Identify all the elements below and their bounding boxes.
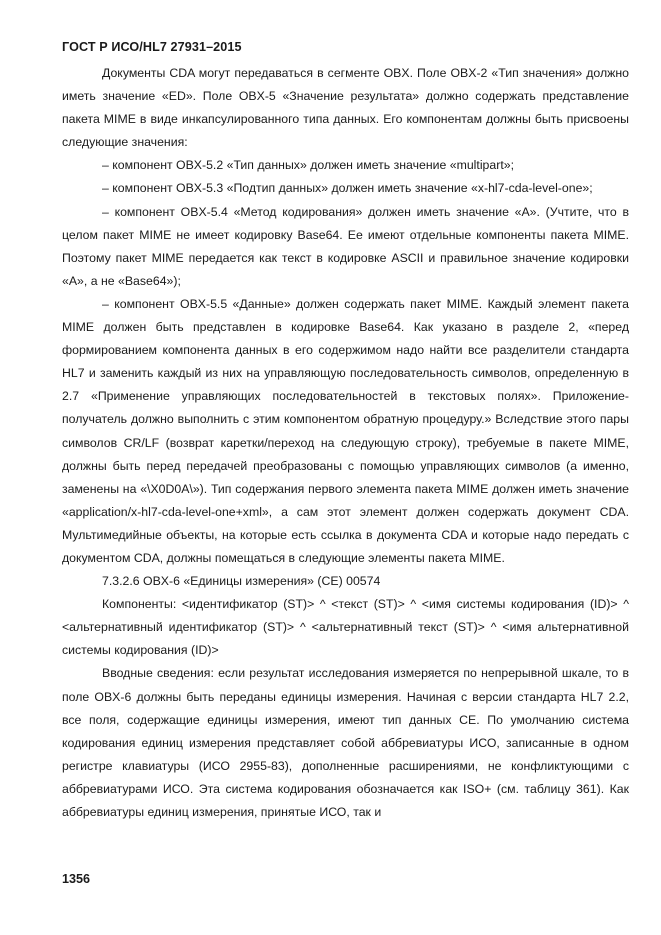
list-item-obx-5-4: – компонент OBX-5.4 «Метод кодирования» должен иметь значение «A». (Учтите, что в целом пакет MIME не имеет кодировку Base64. Ее имеют отдельные компоненты пакета MIME. Поэтому пакет MIME передается как текст в кодировке ASCII и правильное значение кодировки «A», а не «Base64»); [62, 204, 629, 288]
list-item-obx-5-3: – компонент OBX-5.3 «Подтип данных» должен иметь значение «x-hl7-cda-level-one»; [102, 181, 593, 196]
list-item-obx-5-5: – компонент OBX-5.5 «Данные» должен содержать пакет MIME. Каждый элемент пакета MIME должен быть представлен в кодировке Base64. Как указано в разделе 2, «перед формированием компонента данных в его содержимом надо найти все разделители стандарта HL7 и заменить каждый из них на управляющую последовательность символов, определенную в 2.7 «Применение управляющих последовательностей в текстовых полях». Приложение-получатель должно выполнить с этим компонентом обратную процедуру.» Вследствие этого пары символов CR/LF (возврат каретки/переход на следующую строку), требуемые в пакете MIME, должны быть перед передачей преобразованы с помощью управляющих символов (а именно, заменены на «\X0D0A\»). Тип содержания первого элемента пакета MIME должен иметь значение «application/x-hl7-cda-level-one+xml», а сам этот элемент должен содержать документ CDA. Мультимедийные объекты, на которые есть ссылка в документа CDA и которые надо передать с документом CDA, должны помещаться в следующие элементы пакета MIME. [62, 296, 629, 565]
page-header-standard: ГОСТ Р ИСО/HL7 27931–2015 [62, 40, 242, 54]
paragraph-intro: Документы CDA могут передаваться в сегменте OBX. Поле OBX-2 «Тип значения» должно иметь значение «ED». Поле OBX-5 «Значение результата» должно содержать представление пакета MIME в виде инкапсулированного типа данных. Его компонентам должны быть присвоены следующие значения: [62, 66, 629, 150]
list-item-obx-5-2: – компонент OBX-5.2 «Тип данных» должен иметь значение «multipart»; [102, 158, 515, 173]
paragraph-intro-info: Вводные сведения: если результат исследования измеряется по непрерывной шкале, то в поле OBX-6 должны быть переданы единицы измерения. Начиная с версии стандарта HL7 2.2, все поля, содержащие единицы измерения, имеют тип данных CE. По умолчанию система кодирования единиц измерения представляет собой аббревиатуры ИСО, записанные в одном регистре клавиатуры (ИСО 2955-83), дополненные расширениями, не конфликтующими с аббревиатурами ИСО. Эта система кодирования обозначается как ISO+ (см. таблицу 361). Как аббревиатуры единиц измерения, принятые ИСО, так и [62, 666, 629, 819]
paragraph-components: Компоненты: <идентификатор (ST)> ^ <текст (ST)> ^ <имя системы кодирования (ID)> ^ <альтернативный идентификатор (ST)> ^ <альтернативный текст (ST)> ^ <имя альтернативной системы кодирования (ID)> [62, 597, 629, 658]
document-body [62, 62, 629, 824]
section-heading-7-3-2-6: 7.3.2.6 OBX-6 «Единицы измерения» (CE) 00574 [102, 574, 381, 589]
page-number: 1356 [62, 872, 91, 886]
